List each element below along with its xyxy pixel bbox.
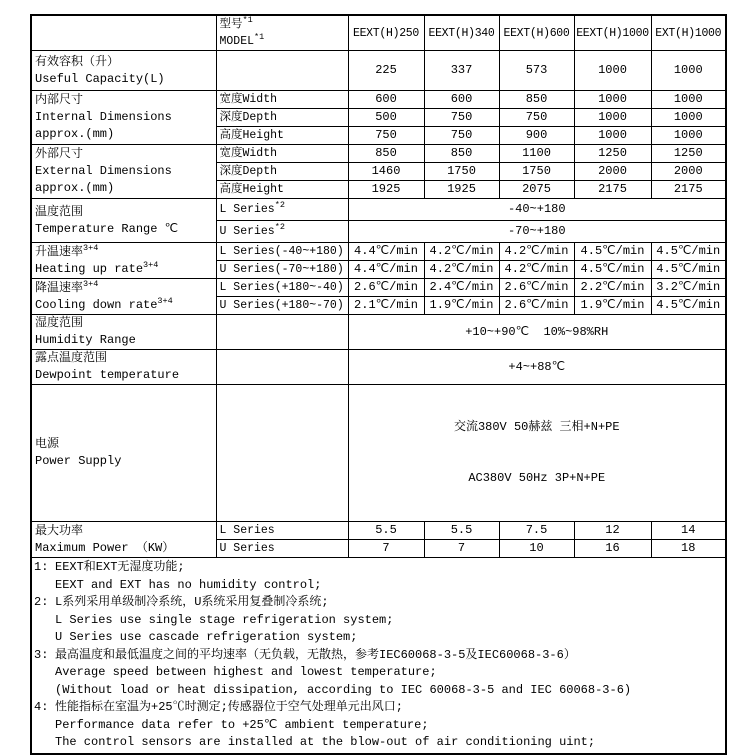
footnote-body [55, 699, 723, 752]
series-sublabel: L Series(-40~+180) [216, 243, 348, 261]
max-power-value: 12 [574, 522, 651, 540]
footnote-line: EEXT和EXT无湿度功能; [55, 560, 185, 574]
label-unit: approx.(mm) [35, 181, 115, 195]
humidity-value: +10~+90℃ 10%~98%RH [348, 315, 726, 350]
label-zh: 湿度范围 [35, 316, 84, 330]
max-power-value: 5.5 [424, 522, 499, 540]
rate-value: 2.4℃/min [424, 279, 499, 297]
empty-subcell [216, 385, 348, 522]
table-row-temp-l [31, 199, 726, 221]
dim-value: 2175 [574, 181, 651, 199]
rate-value: 2.2℃/min [574, 279, 651, 297]
rate-value: 2.1℃/min [348, 297, 424, 315]
rate-value: 2.6℃/min [499, 279, 574, 297]
dim-value: 2075 [499, 181, 574, 199]
dim-value: 600 [348, 91, 424, 109]
power-value [348, 385, 726, 522]
footnote-line: L Series use single stage refrigeration system; [55, 612, 394, 627]
temp-range-value: -70~+180 [348, 221, 726, 243]
label-unit: approx.(mm) [35, 127, 115, 141]
dim-value: 1000 [574, 109, 651, 127]
dim-value: 500 [348, 109, 424, 127]
label-en: Maximum Power （KW） [35, 540, 175, 555]
dim-value: 1000 [574, 127, 651, 145]
model-header-cell: EEXT(H)600 [499, 15, 574, 51]
dim-sublabel: 宽度Width [216, 145, 348, 163]
max-power-value: 5.5 [348, 522, 424, 540]
dim-value: 600 [424, 91, 499, 109]
capacity-value: 1000 [574, 51, 651, 91]
rate-value: 2.6℃/min [348, 279, 424, 297]
table-row-capacity [31, 51, 726, 91]
dim-value: 1925 [348, 181, 424, 199]
rate-value: 2.6℃/min [499, 297, 574, 315]
dim-value: 1750 [424, 163, 499, 181]
table-row-model [31, 15, 726, 51]
dim-value: 1100 [499, 145, 574, 163]
rate-value: 4.4℃/min [348, 243, 424, 261]
dim-value: 1250 [651, 145, 726, 163]
series-sublabel: U Series [216, 540, 348, 558]
dim-sublabel: 高度Height [216, 127, 348, 145]
label-en: External Dimensions [35, 164, 172, 178]
label-en: Internal Dimensions [35, 110, 172, 124]
power-label-cell [31, 385, 216, 522]
model-header-cell: EEXT(H)250 [348, 15, 424, 51]
max-power-value: 7.5 [499, 522, 574, 540]
empty-subcell [216, 350, 348, 385]
series-sublabel: L Series(+180~-40) [216, 279, 348, 297]
footnote-line: 性能指标在室温为+25℃时测定;传感器位于空气处理单元出风口; [55, 700, 404, 714]
humidity-label-cell [31, 315, 216, 350]
footnote-ref: 3+4 [157, 295, 173, 306]
label-en: Power Supply [35, 454, 122, 468]
dim-value: 900 [499, 127, 574, 145]
footnote-ref: *1 [254, 32, 265, 43]
dim-sublabel: 深度Depth [216, 163, 348, 181]
footnote-ref: 3+4 [83, 242, 99, 253]
footnote-2 [34, 594, 723, 647]
label-zh: 降温速率$^{3+4}$ [35, 278, 99, 295]
dim-value: 2000 [651, 163, 726, 181]
label-en: Cooling down rate$^{3+4}$ [35, 295, 173, 312]
table-row-footnotes [31, 558, 726, 754]
max-power-value: 16 [574, 540, 651, 558]
label-zh: 内部尺寸 [35, 93, 84, 107]
max-power-value: 18 [651, 540, 726, 558]
label-zh: 最大功率 [35, 523, 84, 538]
power-value-en: AC380V 50Hz 3P+N+PE [468, 471, 606, 485]
table-row-heating-l [31, 243, 726, 261]
label-en: Dewpoint temperature [35, 368, 180, 382]
label-zh: 电源 [35, 437, 60, 451]
series-sublabel: U Series(-70~+180) [216, 261, 348, 279]
footnote-line: Average speed between highest and lowest temperature; [55, 665, 437, 679]
rate-value: 4.4℃/min [348, 261, 424, 279]
footnote-ref: 3+4 [83, 278, 99, 289]
model-header-cell: EEXT(H)340 [424, 15, 499, 51]
capacity-value: 1000 [651, 51, 726, 91]
label-en: Temperature Range ℃ [35, 221, 179, 236]
max-power-value: 7 [424, 540, 499, 558]
table-row-maxpower-l [31, 522, 726, 540]
label-zh: 有效容积（升） [35, 54, 120, 69]
model-label-cell [216, 15, 348, 51]
footnote-number: 4: [34, 700, 49, 714]
dim-value: 1000 [651, 127, 726, 145]
footnote-1 [34, 559, 723, 594]
dim-value: 1460 [348, 163, 424, 181]
label-en: Humidity Range [35, 333, 136, 347]
table-row-internal-width [31, 91, 726, 109]
footnote-line: U Series use cascade refrigeration system; [55, 630, 358, 644]
dim-sublabel: 宽度Width [216, 91, 348, 109]
rate-value: 4.5℃/min [651, 243, 726, 261]
max-power-value: 10 [499, 540, 574, 558]
footnotes-cell [31, 558, 726, 754]
dim-value: 1925 [424, 181, 499, 199]
capacity-value: 225 [348, 51, 424, 91]
empty-subcell [216, 51, 348, 91]
model-header-cell: EEXT(H)1000 [574, 15, 651, 51]
dim-value: 1000 [651, 109, 726, 127]
table-row-dewpoint [31, 350, 726, 385]
footnote-number: 1: [34, 560, 49, 574]
dim-value: 750 [424, 127, 499, 145]
internal-dims-label-cell [31, 91, 216, 145]
dim-value: 2175 [651, 181, 726, 199]
footnote-3 [34, 647, 723, 700]
dim-value: 750 [499, 109, 574, 127]
empty-subcell [216, 315, 348, 350]
label-zh: 露点温度范围 [35, 351, 108, 365]
footnote-line: (Without load or heat dissipation, according to IEC 60068-3-5 and IEC 60068-3-6) [55, 682, 632, 697]
rate-value: 4.5℃/min [574, 243, 651, 261]
heating-rate-label-cell [31, 243, 216, 279]
capacity-value: 337 [424, 51, 499, 91]
temp-range-label-cell [31, 199, 216, 243]
dim-value: 750 [348, 127, 424, 145]
table-row-external-width [31, 145, 726, 163]
rate-value: 4.2℃/min [424, 261, 499, 279]
label-en: Useful Capacity(L) [35, 71, 165, 86]
max-power-value: 7 [348, 540, 424, 558]
dim-value: 2000 [574, 163, 651, 181]
dim-sublabel: 高度Height [216, 181, 348, 199]
model-label-zh: 型号$^{*1}$ [219, 15, 253, 31]
capacity-label-cell [31, 51, 216, 91]
rate-value: 3.2℃/min [651, 279, 726, 297]
rate-value: 4.2℃/min [424, 243, 499, 261]
rate-value: 1.9℃/min [574, 297, 651, 315]
rate-value: 4.5℃/min [651, 261, 726, 279]
footnote-ref: *2 [274, 222, 285, 233]
label-en: Heating up rate$^{3+4}$ [35, 259, 159, 276]
dim-value: 850 [348, 145, 424, 163]
dim-value: 1750 [499, 163, 574, 181]
dim-sublabel: 深度Depth [216, 109, 348, 127]
dim-value: 1250 [574, 145, 651, 163]
table-row-cooling-l [31, 279, 726, 297]
footnote-ref: 3+4 [143, 259, 159, 270]
dewpoint-value: +4~+88℃ [348, 350, 726, 385]
corner-empty-cell [31, 15, 216, 51]
footnote-line: 最高温度和最低温度之间的平均速率（无负载，无散热，参考IEC60068-3-5及IEC60068-3-6） [55, 647, 576, 662]
rate-value: 4.2℃/min [499, 261, 574, 279]
series-sublabel: L Series [216, 522, 348, 540]
label-zh: 升温速率$^{3+4}$ [35, 242, 99, 259]
footnote-ref: *1 [242, 15, 253, 26]
footnote-number: 2: [34, 595, 49, 609]
footnote-number: 3: [34, 647, 49, 662]
model-header-cell: EXT(H)1000 [651, 15, 726, 51]
temp-range-value: -40~+180 [348, 199, 726, 221]
footnote-body [55, 647, 723, 700]
label-zh: 温度范围 [35, 204, 84, 219]
footnote-line: L系列采用单级制冷系统，U系统采用复叠制冷系统; [55, 595, 329, 609]
max-power-label-cell [31, 522, 216, 558]
dewpoint-label-cell [31, 350, 216, 385]
dim-value: 850 [499, 91, 574, 109]
series-sublabel: U Series$^{*2}$ [216, 221, 348, 243]
spec-table [30, 14, 727, 755]
table-row-power [31, 385, 726, 522]
footnote-ref: *2 [274, 200, 285, 211]
dim-value: 1000 [651, 91, 726, 109]
footnote-body [55, 594, 723, 647]
footnote-line: Performance data refer to +25℃ ambient temperature; [55, 717, 429, 732]
model-label-en: MODEL$^{*1}$ [219, 32, 265, 48]
rate-value: 4.5℃/min [574, 261, 651, 279]
max-power-value: 14 [651, 522, 726, 540]
rate-value: 4.5℃/min [651, 297, 726, 315]
dim-value: 1000 [574, 91, 651, 109]
label-zh: 外部尺寸 [35, 147, 84, 161]
rate-value: 4.2℃/min [499, 243, 574, 261]
dim-value: 850 [424, 145, 499, 163]
footnote-4 [34, 699, 723, 752]
footnote-body [55, 559, 723, 594]
series-sublabel: U Series(+180~-70) [216, 297, 348, 315]
power-value-zh: 交流380V 50赫兹 三相+N+PE [453, 420, 620, 434]
capacity-value: 573 [499, 51, 574, 91]
external-dims-label-cell [31, 145, 216, 199]
footnote-line: The control sensors are installed at the blow-out of air conditioning uint; [55, 735, 596, 749]
series-sublabel: L Series$^{*2}$ [216, 199, 348, 221]
table-row-humidity [31, 315, 726, 350]
dim-value: 750 [424, 109, 499, 127]
rate-value: 1.9℃/min [424, 297, 499, 315]
cooling-rate-label-cell [31, 279, 216, 315]
footnote-line: EEXT and EXT has no humidity control; [55, 577, 322, 592]
